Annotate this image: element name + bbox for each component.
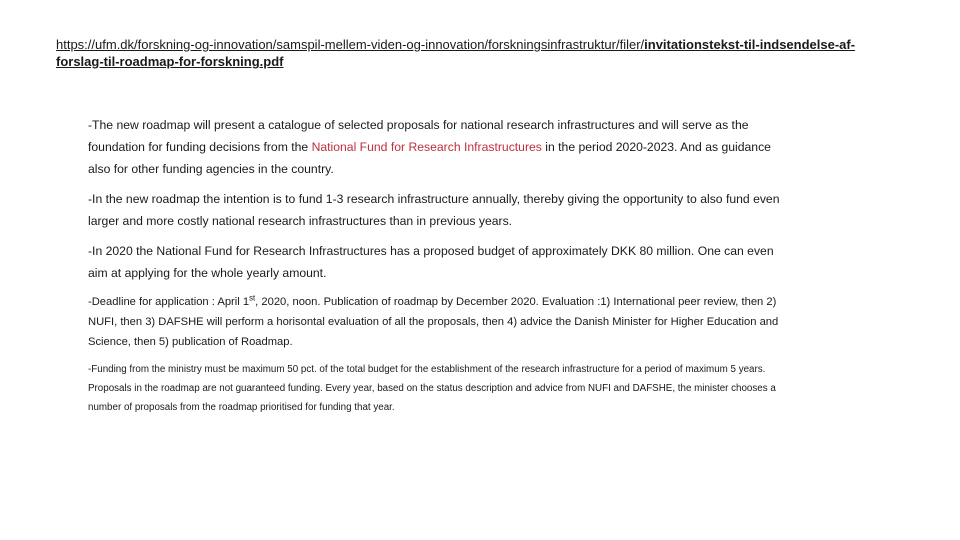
paragraph-ministry-funding: -Funding from the ministry must be maximum 50 pct. of the total budget for the establishment of the research infrastructure for a period of maximum 5 years. Proposals in the roadmap are not guaranteed funding. Every year, based on the status description and advice from NUFI and DAFSHE, the minister chooses a number of proposals from the roadmap prioritised for funding that year. — [88, 364, 776, 413]
paragraph-budget: -In 2020 the National Fund for Research Infrastructures has a proposed budget of approximately DKK 80 million. One can even aim at applying for the whole yearly amount. — [88, 244, 774, 280]
bullet-list — [88, 114, 788, 417]
highlight-fund-name: National Fund for Research Infrastructures — [311, 140, 542, 154]
link-path: https://ufm.dk/forskning-og-innovation/samspil-mellem-viden-og-innovation/forskningsinfrastruktur/filer/ — [56, 37, 645, 52]
paragraph-roadmap-catalogue: -The new roadmap will present a catalogue of selected proposals for national research infrastructures and will serve as the foundation for funding decisions from the National Fund for Research Infrastructures in the period 2020-2023. And as guidance also for other funding agencies in the country. — [88, 118, 771, 176]
document-link[interactable] — [56, 36, 856, 70]
link-filename: invitationstekst-til-indsendelse-af-forslag-til-roadmap-for-forskning.pdf — [56, 37, 856, 69]
paragraph-deadline: -Deadline for application : April 1st, 2020, noon. Publication of roadmap by December 2020. Evaluation :1) International peer review, then 2) NUFI, then 3) DAFSHE will perform a horisontal evaluation of all the proposals, then 4) advice the Danish Minister for Higher Education and Science, then 5) publication of Roadmap. — [88, 293, 779, 348]
paragraph-funding-intention: -In the new roadmap the intention is to fund 1-3 research infrastructure annually, thereby giving the opportunity to also fund even larger and more costly national research infrastructures than in previous years. — [88, 192, 780, 228]
